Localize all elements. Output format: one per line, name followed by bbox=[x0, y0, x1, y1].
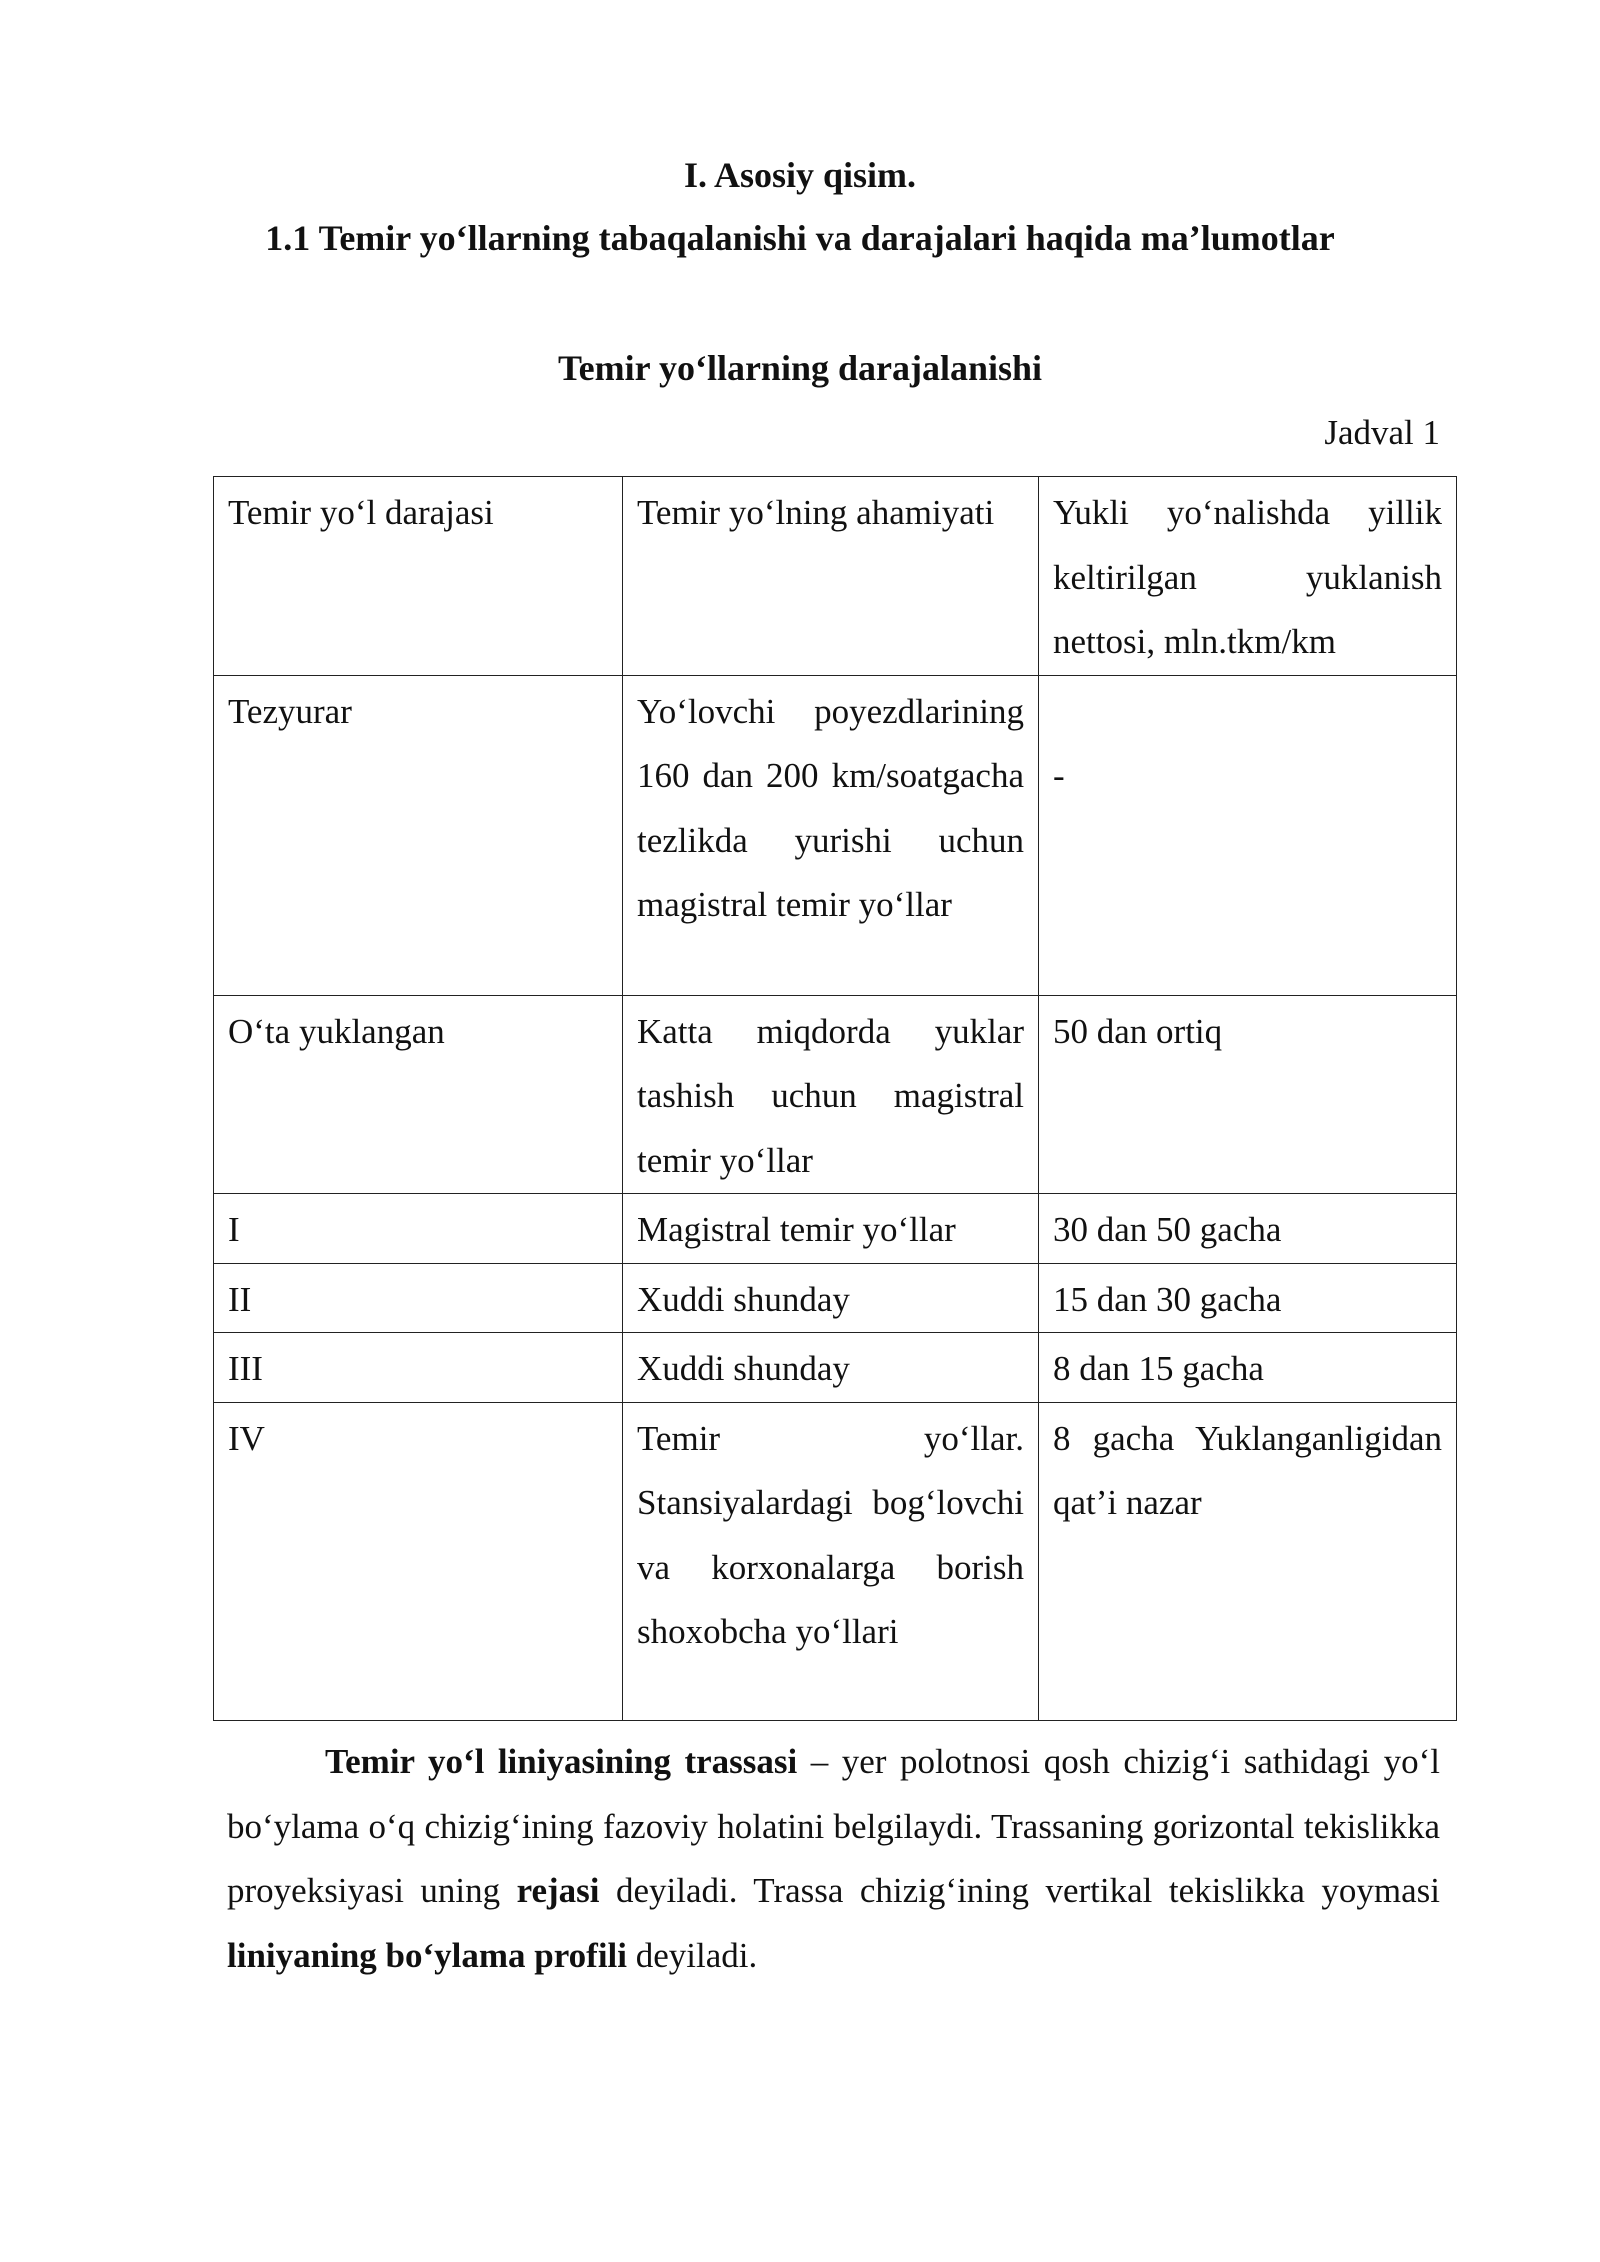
table-number: Jadval 1 bbox=[1324, 413, 1440, 452]
table-cell: Katta miqdorda yuklar tashish uchun magistral temir yo‘llar bbox=[623, 995, 1039, 1194]
part-heading: I. Asosiy qisim. bbox=[683, 155, 917, 195]
table-cell: 30 dan 50 gacha bbox=[1039, 1194, 1457, 1264]
table-cell: I bbox=[214, 1194, 623, 1264]
table-cell: Yo‘lovchi poyezdlarining 160 dan 200 km/soatgacha tezlikda yurishi uchun magistral temir yo‘llar bbox=[623, 675, 1039, 995]
table-cell: 8 gacha Yuklanganligidan qat’i nazar bbox=[1039, 1402, 1457, 1720]
grades-table bbox=[213, 476, 1457, 1721]
table-row bbox=[214, 1263, 1457, 1333]
table-row bbox=[214, 995, 1457, 1194]
table-cell: O‘ta yuklangan bbox=[214, 995, 623, 1194]
term-rejasi: rejasi bbox=[516, 1871, 600, 1911]
table-cell: Temir yo‘llar. Stansiyalardagi bog‘lovchi va korxonalarga borish shoxobcha yo‘llari bbox=[623, 1402, 1039, 1720]
section-heading: 1.1 Temir yo‘llarning tabaqalanishi va darajalari haqida ma’lumotlar bbox=[265, 218, 1335, 258]
table-cell: 50 dan ortiq bbox=[1039, 995, 1457, 1194]
table-header-row bbox=[214, 477, 1457, 676]
table-cell-value: - bbox=[1053, 756, 1065, 795]
table-cell: 8 dan 15 gacha bbox=[1039, 1333, 1457, 1403]
table-cell: Tezyurar bbox=[214, 675, 623, 995]
table-row bbox=[214, 1333, 1457, 1403]
table-cell: III bbox=[214, 1333, 623, 1403]
table-row bbox=[214, 675, 1457, 995]
paragraph-text: deyiladi. Trassa chizig‘ining vertikal tekislikka yoymasi bbox=[599, 1871, 1440, 1911]
term-profili: liniyaning bo‘ylama profili bbox=[227, 1936, 627, 1976]
table-cell: IV bbox=[214, 1402, 623, 1720]
table-cell: Xuddi shunday bbox=[623, 1333, 1039, 1403]
table-cell: 15 dan 30 gacha bbox=[1039, 1263, 1457, 1333]
term-trassa: Temir yo‘l liniyasining trassasi bbox=[325, 1742, 798, 1781]
body-paragraph bbox=[227, 1730, 1440, 1989]
table-title: Temir yo‘llarning darajalanishi bbox=[557, 348, 1043, 388]
paragraph-text: deyiladi. bbox=[627, 1936, 758, 1976]
table-cell bbox=[1039, 675, 1457, 995]
table-cell: II bbox=[214, 1263, 623, 1333]
table-cell: Xuddi shunday bbox=[623, 1263, 1039, 1333]
table-row bbox=[214, 1194, 1457, 1264]
table-row bbox=[214, 1402, 1457, 1720]
header-cell-grade: Temir yo‘l darajasi bbox=[214, 477, 623, 676]
header-cell-importance: Temir yo‘lning ahamiyati bbox=[623, 477, 1039, 676]
paragraph-text: – yer polotnosi qosh chizig‘i sathidagi yo‘l bo‘ylama o‘q chizig‘ining fazoviy holatini belgilaydi. Trassaning gorizontal tekislikka proyeksiyasi uning bbox=[227, 1742, 1440, 1911]
table-cell: Magistral temir yo‘llar bbox=[623, 1194, 1039, 1264]
header-cell-load: Yukli yo‘nalishda yillik keltirilgan yuklanish nettosi, mln.tkm/km bbox=[1039, 477, 1457, 676]
